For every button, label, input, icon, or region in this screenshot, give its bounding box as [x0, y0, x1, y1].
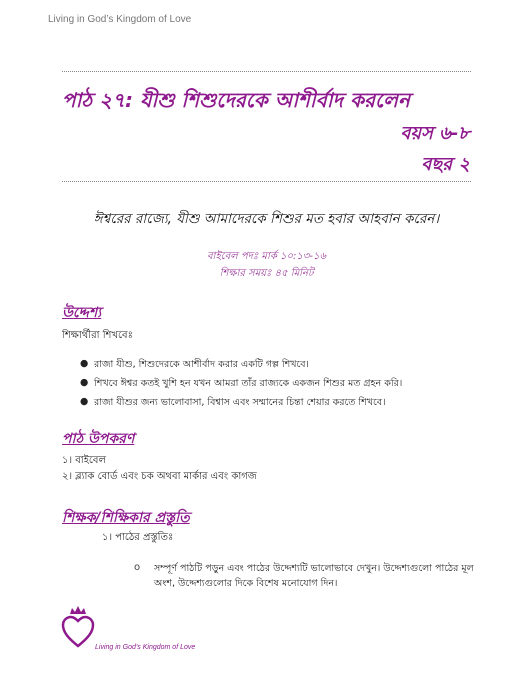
year-label: বছর ২	[421, 154, 470, 175]
objectives-intro: শিক্ষার্থীরা শিখবেঃ	[62, 330, 133, 341]
lesson-title: পাঠ ২৭: যীশু শিশুদেরকে আশীর্বাদ করলেন	[62, 88, 410, 112]
lesson-duration: শিক্ষার সময়ঃ ৪৫ মিনিট	[219, 268, 314, 279]
bible-reference: বাইবেল পদঃ মার্ক ১০:১৩-১৬	[206, 251, 326, 262]
sub-bullet-icon: o	[134, 562, 141, 573]
materials-heading: পাঠ উপকরণ	[62, 431, 135, 447]
materials-item: ২। ব্ল্যাক বোর্ড এবং চক অথবা মার্কার এবং কাগজ	[62, 471, 257, 482]
lesson-theme: ঈশ্বরের রাজ্যে, যীশু আমাদেরকে শিশুর মত হবার আহবান করেন।	[93, 211, 440, 227]
footer-logo-text: Living in God’s Kingdom of Love	[95, 644, 196, 651]
objectives-heading: উদ্দেশ্য	[62, 305, 102, 321]
crowned-heart-icon	[60, 606, 96, 650]
header-divider	[62, 181, 471, 182]
top-divider	[62, 71, 471, 72]
running-header: Living in God’s Kingdom of Love	[48, 14, 192, 25]
preparation-note: সম্পূর্ণ পাঠটি পড়ুন এবং পাঠের উদ্দেশ্যটি ভালোভাবে দেখুন। উদ্দেশ্যগুলো পাঠের মূল অংশ, উদ্দেশ্যগুলোর দিকে বিশেষ মনোযোগ দিন।	[154, 563, 474, 589]
preparation-heading: শিক্ষক/শিক্ষিকার প্রস্তুতি	[62, 510, 190, 526]
age-range: বয়স ৬-৮	[400, 123, 470, 144]
materials-item: ১। বাইবেল	[62, 455, 106, 466]
preparation-step: ১। পাঠের প্রস্তুতিঃ	[102, 532, 174, 543]
